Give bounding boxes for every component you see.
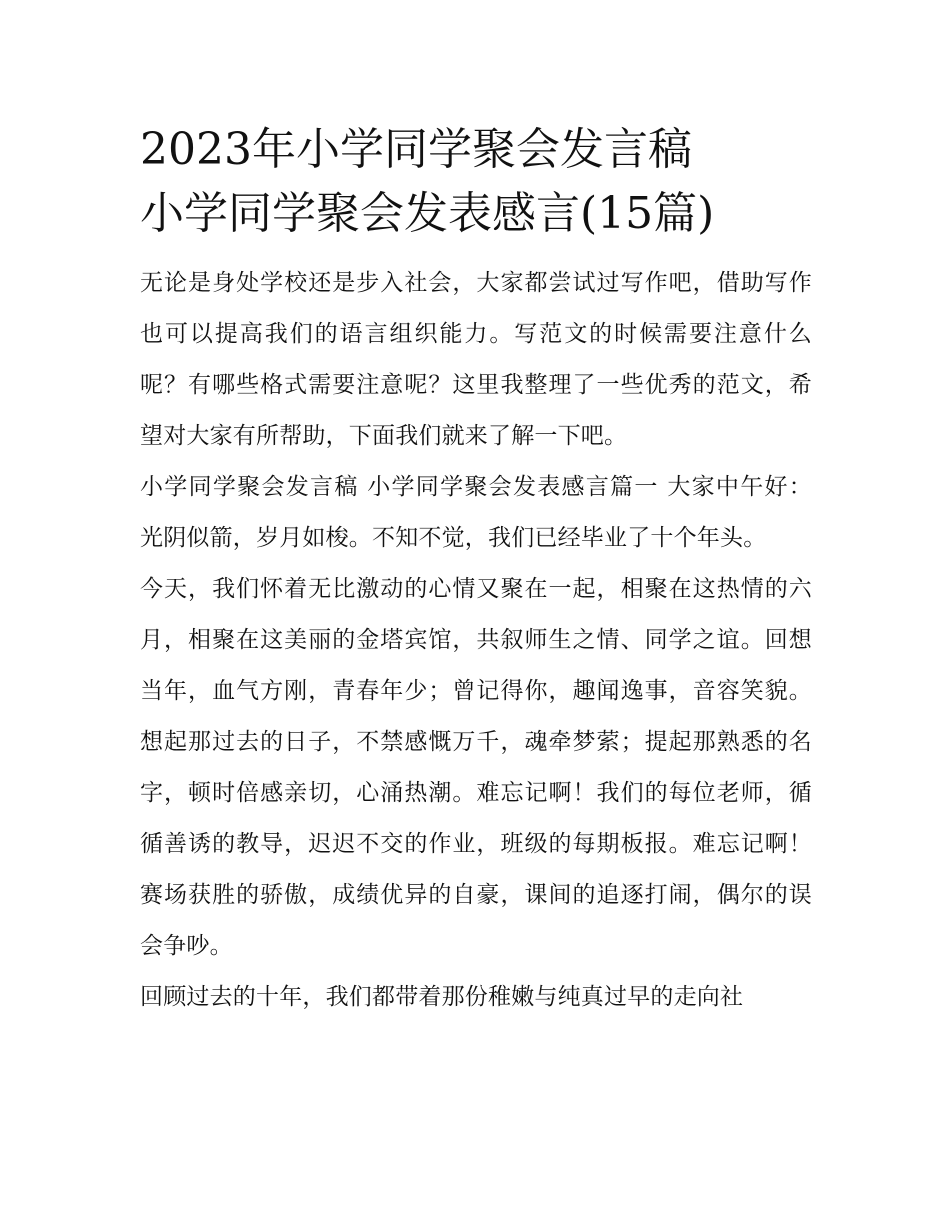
document-page	[140, 118, 812, 1023]
paragraph-review: 回顾过去的十年，我们都带着那份稚嫩与纯真过早的走向社	[140, 984, 744, 1010]
paragraph-intro: 无论是身处学校还是步入社会，大家都尝试过写作吧，借助写作也可以提高我们的语言组织能力。写范文的时候需要注意什么呢？有哪些格式需要注意呢？这里我整理了一些优秀的范文，希望对大家有所帮助，下面我们就来了解一下吧。	[140, 270, 812, 449]
title-line-2: 小学同学聚会发表感言(15篇)	[140, 188, 715, 239]
document-body	[140, 258, 812, 1023]
paragraph-memories: 今天，我们怀着无比激动的心情又聚在一起，相聚在这热情的六月，相聚在这美丽的金塔宾馆，共叙师生之情、同学之谊。回想当年，血气方刚，青春年少；曾记得你，趣闻逸事，音容笑貌。想起那过去的日子，不禁感慨万千，魂牵梦萦；提起那熟悉的名字，顿时倍感亲切，心涌热潮。难忘记啊！我们的每位老师，循循善诱的教导，迟迟不交的作业，班级的每期板报。难忘记啊！赛场获胜的骄傲，成绩优异的自豪，课间的追逐打闹，偶尔的误会争吵。	[140, 576, 812, 959]
document-title	[140, 118, 812, 246]
title-line-1: 2023年小学同学聚会发言稿	[140, 124, 692, 175]
paragraph-greeting: 小学同学聚会发言稿 小学同学聚会发表感言篇一 大家中午好： 光阴似箭，岁月如梭。不知不觉，我们已经毕业了十个年头。	[140, 474, 812, 551]
